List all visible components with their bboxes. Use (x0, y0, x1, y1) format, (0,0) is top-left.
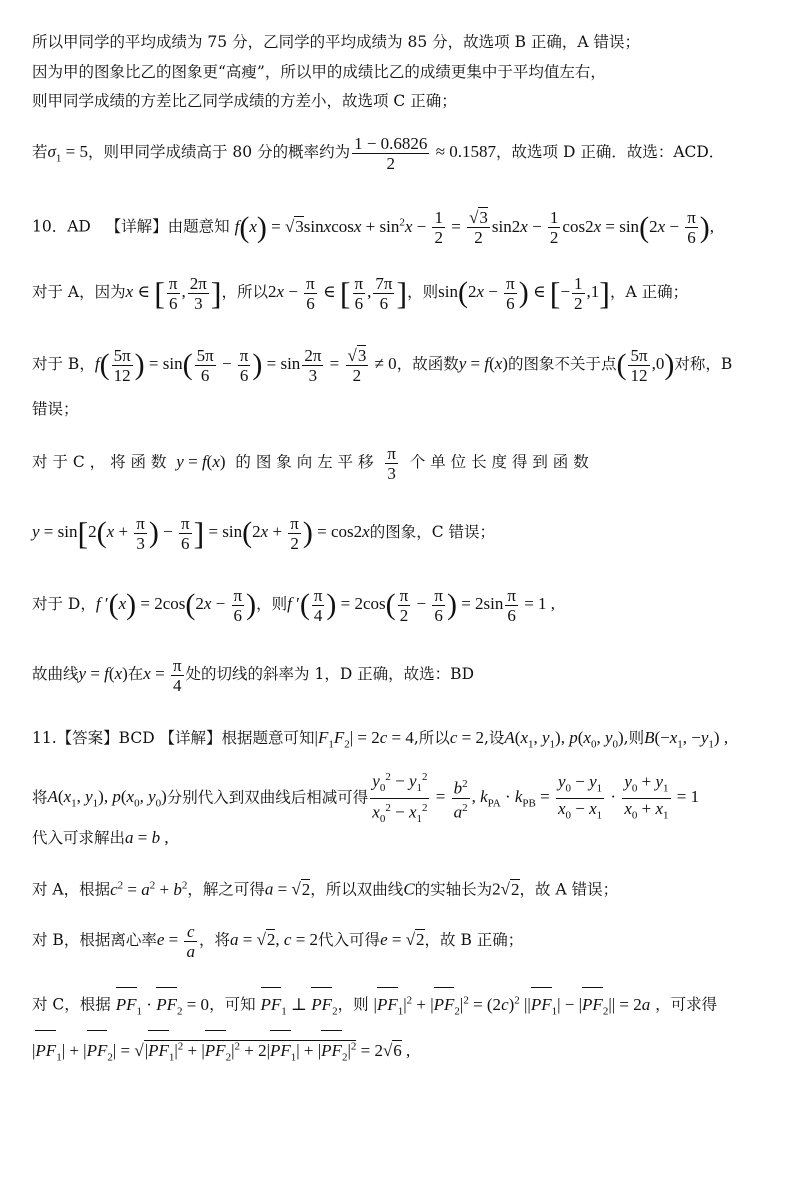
math-expression: x ∈ [ $\frac{\pi}{6}$ , $\frac{2\pi}{3}$ ] (125, 273, 222, 313)
math-expression: a = √2 (264, 879, 311, 899)
text-span: ，可知 (209, 995, 256, 1014)
text-span: ，解之可得 (187, 880, 265, 899)
text-span: 的图象不关于点 (507, 355, 617, 373)
text-span: ，故选项 D 正确．故选：ACD． (496, 143, 725, 161)
math-expression: $A(x_1$, $y_1$), $p(x_0$, $y_0$) (47, 787, 167, 810)
text-line-17 (32, 916, 768, 964)
text-line-7 (32, 340, 768, 388)
text-line-15 (32, 826, 768, 850)
math-expression: 2√2 (492, 879, 520, 899)
text-span: ，则 (337, 995, 369, 1014)
math-expression: x = $\frac{\pi}{4}$ (143, 655, 182, 695)
text-span: ,设 (483, 729, 505, 747)
text-span: 分别代入到双曲线后相减可得 (166, 788, 369, 807)
math-expression: y = f(x) (458, 354, 508, 373)
text-span: 对 A，根据 (32, 880, 111, 899)
text-span: 处的切线的斜率为 1，D 正确，故选：BD (185, 665, 474, 683)
math-expression: $c^2 = a^2 + b^2$ (110, 879, 188, 899)
text-span: 的实轴长为 (414, 880, 493, 899)
text-span: 的 图 象 向 左 平 移 (235, 453, 374, 471)
text-line-6 (32, 268, 768, 316)
text-line-11 (32, 580, 768, 628)
math-expression: ( $\frac{5\pi}{12}$ ,0) (616, 345, 675, 385)
text-line-2: 因为甲的图象比乙的图象更“高瘦”，所以甲的成绩比乙的成绩更集中于平均值左右， (32, 63, 606, 81)
text-span: ,则 (623, 729, 645, 747)
text-span: 在 (127, 665, 144, 683)
text-line-19 (32, 1028, 768, 1064)
text-line-1: 所以甲同学的平均成绩为 75 分，乙同学的平均成绩为 85 分，故选项 B 正确，A 错误； (32, 33, 641, 51)
math-expression: f ′( $\frac{\pi}{4}$ ) = 2cos( $\frac{\pi}{2}$ − $\frac{\pi}{6}$ ) = 2sin $\frac{\pi}{6}$ = 1 , (287, 585, 556, 625)
math-expression: f(x) = √3sinxcosx + $\sin^2x$ − $\frac{1}{2}$ = $\frac{√3}{2}$ sin2x − $\frac{1}{2}$ cos2x = sin(2x − $\frac{\pi}{6}$ ), (234, 208, 715, 248)
text-span: 对 于 C ， 将 函 数 (32, 453, 167, 471)
text-span: 对于 A，因为 (32, 283, 126, 301)
math-fraction: $\frac{\pi}{3}$ (387, 443, 396, 483)
text-span: 对 B，根据离心率 (32, 931, 157, 949)
text-line-9 (32, 438, 768, 486)
math-expression: $|F_1F_2| = 2c = 4$ (314, 728, 414, 751)
math-sigma: $\sigma_1 = 5$ (47, 142, 88, 165)
math-expression: $|PF_1| + |PF_2| = √|PF_1|^2 + |PF_2|^2 + 2|PF_1| + |PF_2|^2 = 2√6$ , (32, 1041, 410, 1060)
text-span: ，将 (198, 931, 230, 949)
text-span: 代入可得 (318, 931, 381, 949)
text-span: ，所以双曲线 (310, 880, 404, 899)
text-span: 将 (32, 788, 48, 807)
math-expression: sin(2x − $\frac{\pi}{6}$ ) ∈ [− $\frac{1}{2}$ ,1] (438, 273, 610, 313)
text-span: ,所以 (413, 729, 450, 747)
math-expression: y = sin[2(x + $\frac{\pi}{3}$ ) − $\frac{\pi}{6}$ ] = sin(2x + $\frac{\pi}{2}$ ) = cos2x (32, 513, 370, 553)
text-span: ，则 (256, 595, 288, 613)
text-span: 【详解】由题意知 (105, 217, 230, 236)
text-span: 11.【答案】BCD 【详解】根据题意可知 (32, 729, 315, 747)
text-span: 对称，B (674, 355, 733, 373)
math-expression: $PF_1 \cdot PF_2 = 0$ (116, 995, 209, 1014)
problem-number: 10．AD (32, 217, 91, 236)
text-line-18 (32, 985, 768, 1018)
math-expression: e = $\frac{c}{a}$ (156, 921, 195, 961)
text-span: ，所以 (221, 283, 269, 301)
text-span: ，故 B 正确； (424, 931, 524, 949)
text-span: 的图象，C 错误； (369, 523, 495, 541)
text-span: 对 C，根据 (32, 995, 111, 1014)
math-expression: $\frac{y_0^2 - y_1^2}{x_0^2 - x_1^2}$ = $\frac{b^2}{a^2}$ , $k_{PA} \cdot k_{PB}$ = $\frac{y_0 - y_1}{x_0 - x_1}$ · $\frac{y_0 + y_1}{x_0 + x_1}$ = 1 (368, 787, 699, 806)
math-expression: f( $\frac{5\pi}{12}$ ) = sin( $\frac{5\pi}{6}$ − $\frac{\pi}{6}$ ) = sin $\frac{2\pi}{3}$ = $\frac{√3}{2}$ ≠ 0 (94, 345, 397, 385)
math-fraction: $\frac{1 - 0.6826}{2}$ (354, 133, 428, 173)
math-expression: a = √2, c = 2 (229, 930, 319, 949)
text-line-13 (32, 723, 768, 753)
text-span: ，可求得 (655, 995, 718, 1014)
math-expression: f ′(x) = 2cos(2x − $\frac{\pi}{6}$ ) (95, 585, 257, 625)
text-line-10 (32, 508, 768, 556)
text-span: 对于 B， (32, 355, 95, 373)
math-expression: y = f(x) (176, 452, 226, 471)
math-expression: c = 2 (449, 728, 484, 747)
text-span: ，故 A 错误； (519, 880, 619, 899)
text-line-4 (32, 130, 768, 174)
math-expression: $A(x_1$, $y_1$), $p(x_0$, $y_0$) (504, 728, 624, 751)
math-expression: y = f(x) (78, 664, 128, 683)
text-line-12 (32, 650, 768, 698)
text-span: ，则甲同学成绩高于 80 分的概率约为 (88, 143, 351, 161)
text-span: 个 单 位 长 度 得 到 函 数 (409, 453, 589, 471)
text-span: 代入可求解出 (32, 829, 126, 847)
text-span: 对于 D， (32, 595, 96, 613)
text-line-8: 错误； (32, 400, 79, 418)
text-span: 故曲线 (32, 665, 79, 683)
text-line-16 (32, 870, 768, 900)
math-expression: $PF_1$ ⊥ $PF_2$ (261, 995, 338, 1014)
text-span: 若 (32, 143, 48, 161)
text-span: ，A 正确； (609, 283, 689, 301)
math-expression: a = b , (125, 828, 169, 847)
math-expression: $B(-x_1$, $-y_1$) , (644, 728, 729, 751)
math-expression: $|PF_1|^2 + |PF_2|^2 = (2c)^2$ $||PF_1| - |PF_2|| = 2a$ (374, 995, 651, 1014)
math-approx: ≈ 0.1587 (431, 142, 497, 161)
math-expression: e = √2 (380, 930, 425, 949)
text-line-14 (32, 768, 768, 826)
text-line-3: 则甲同学成绩的方差比乙同学成绩的方差小，故选项 C 正确； (32, 92, 457, 110)
text-span: ，则 (407, 283, 439, 301)
math-expression: 2x − $\frac{\pi}{6}$ ∈ [ $\frac{\pi}{6}$ , $\frac{7\pi}{6}$ ] (268, 273, 408, 313)
math-expression: C (403, 879, 415, 899)
text-line-5 (32, 198, 768, 246)
text-span: ，故函数 (396, 355, 459, 373)
